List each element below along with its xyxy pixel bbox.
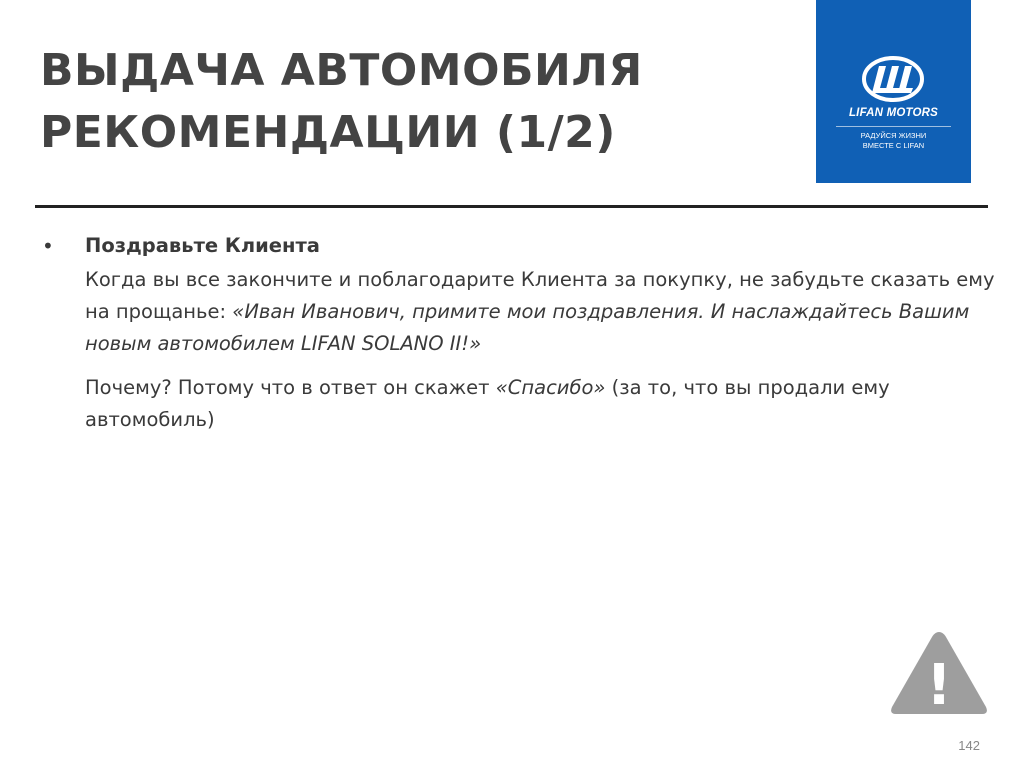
- logo-slogan-line1: РАДУЙСЯ ЖИЗНИ: [860, 131, 927, 140]
- slide-title-line2: РЕКОМЕНДАЦИИ (1/2): [40, 107, 616, 158]
- bullet-marker: •: [42, 234, 54, 258]
- bullet-heading: Поздравьте Клиента: [85, 234, 320, 257]
- paragraph-farewell-text: Когда вы все закончите и поблагодарите Клиента за покупку, не забудьте сказать ему на прощанье:: [85, 268, 995, 323]
- paragraph-farewell-quote: «Иван Иванович, примите мои поздравления. И наслаждайтесь Вашим новым автомобилем LIFAN SOLANO II!»: [85, 300, 970, 355]
- logo-brand-text: LIFAN MOTORS: [848, 107, 939, 119]
- paragraph-farewell: [85, 264, 995, 360]
- slide-title: [40, 40, 780, 164]
- lifan-emblem-icon: [861, 55, 925, 103]
- bullet-item: [42, 228, 982, 264]
- paragraph-why-text2: (за то, что вы продали ему автомобиль): [85, 376, 890, 431]
- logo-slogan-line2: ВМЕСТЕ С LIFAN: [862, 141, 925, 150]
- slide-content: [42, 228, 995, 436]
- warning-glyph: !: [926, 653, 952, 718]
- warning-triangle-icon: [886, 626, 992, 720]
- paragraph-why-quote: «Спасибо»: [495, 376, 606, 399]
- logo-slogan: [816, 131, 971, 151]
- title-divider: [35, 205, 988, 208]
- slide-title-line1: ВЫДАЧА АВТОМОБИЛЯ: [40, 45, 643, 96]
- logo-divider: [836, 126, 951, 127]
- paragraph-why-text1: Почему? Потому что в ответ он скажет: [85, 376, 496, 399]
- page-number: 142: [958, 738, 980, 753]
- paragraph-why: [85, 372, 995, 436]
